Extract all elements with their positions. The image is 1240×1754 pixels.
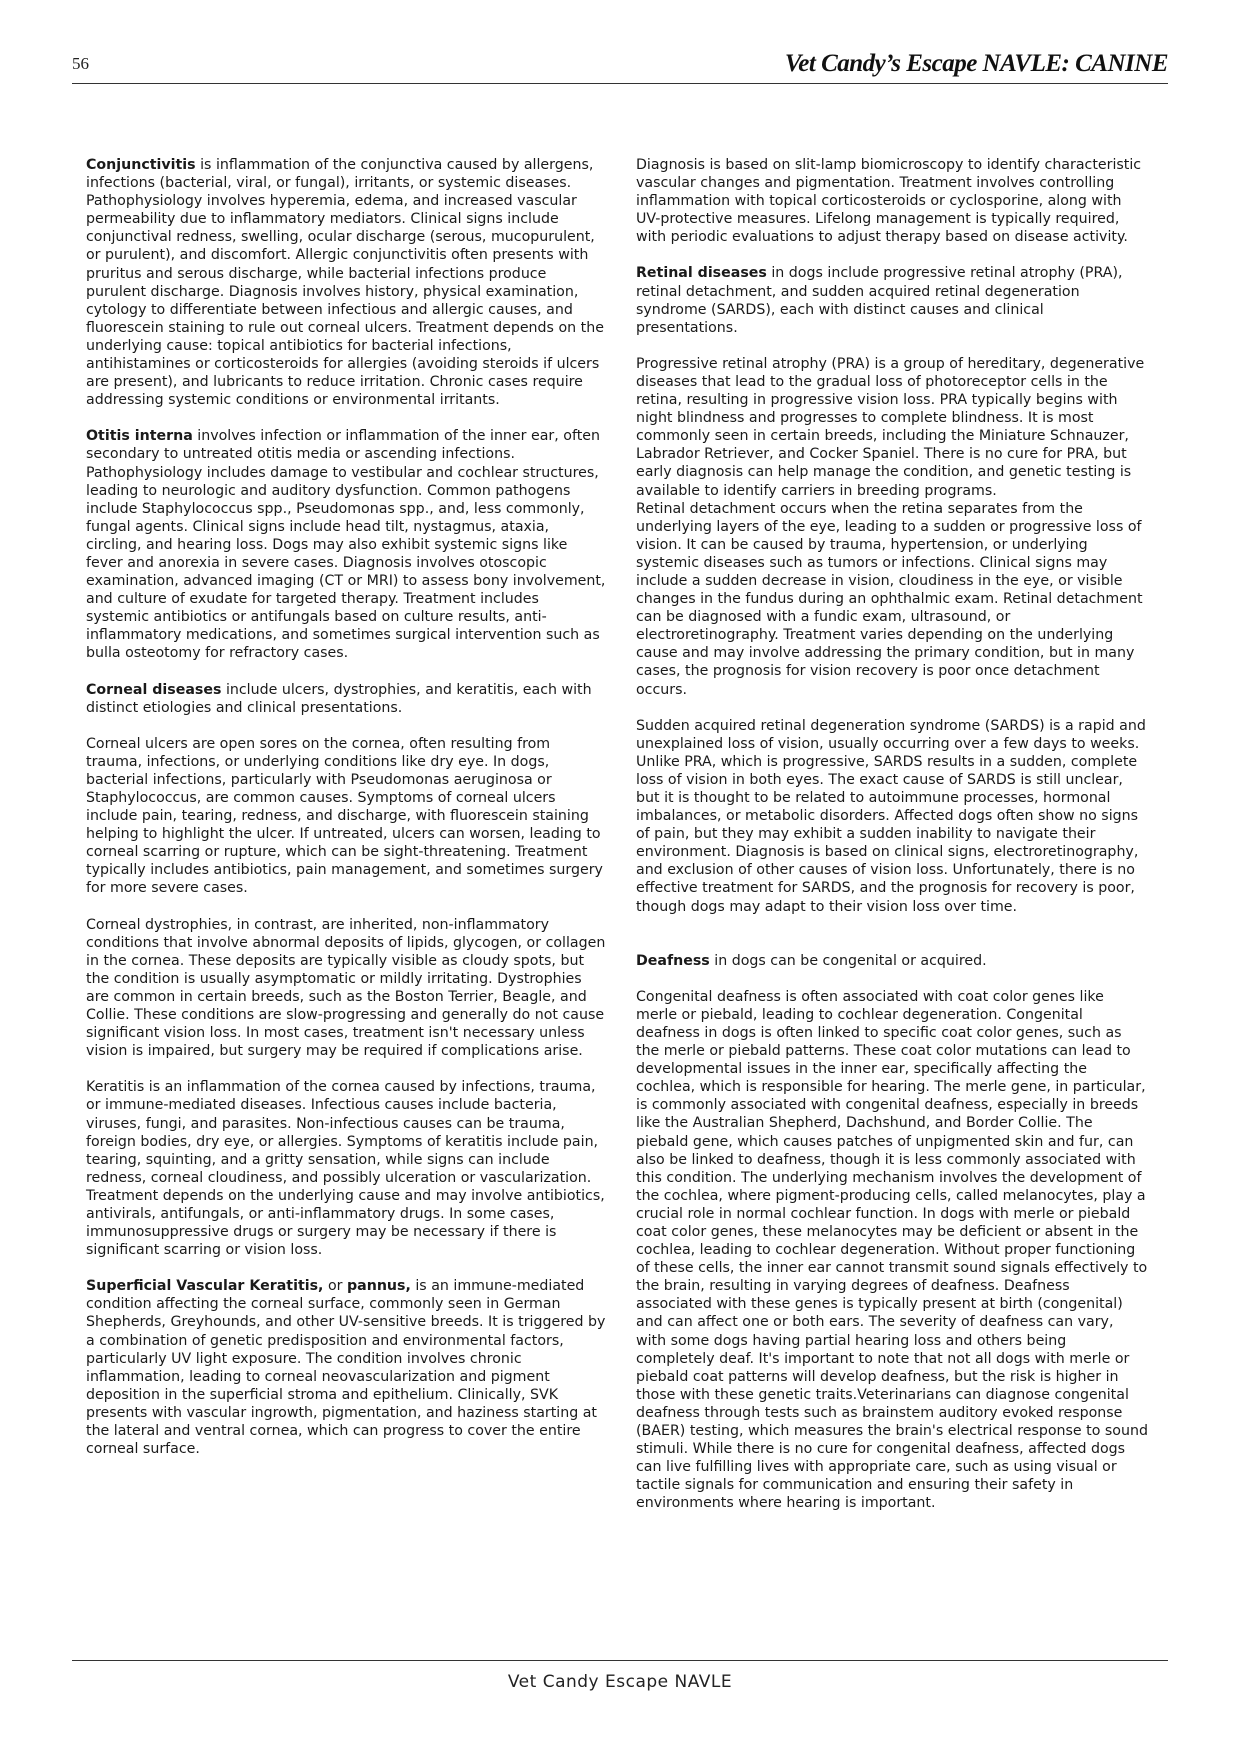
svk-connector: or [323, 1278, 347, 1295]
deafness-text: in dogs can be congenital or acquired. [709, 952, 987, 969]
conjunctivitis-text: is inflammation of the conjunctiva caused by allergens, infections (bacterial, viral, or fungal), irritants, or systemic diseases. Pathophysiology involves hyperemia, edema, and increased vascular permeability due to inflammatory mediators. Clinical signs include conjunctival redness, swelling, ocular discharge (serous, mucopurulent, or purulent), and discomfort. Allergic conjunctivitis often presents with pruritus and serous discharge, while bacterial infections produce purulent discharge. Diagnosis involves history, physical examination, cytology to differentiate between infectious and allergic causes, and fluorescein staining to rule out corneal ulcers. Treatment depends on the underlying cause: topical antibiotics for bacterial infections, antihistamines or corticosteroids for allergies (avoiding steroids if ulcers are present), and lubricants to reduce irritation. Chronic cases require addressing systemic conditions or environmental irritants. [86, 157, 604, 409]
retinal-diseases-paragraph [636, 264, 1148, 336]
page-number: 56 [72, 54, 89, 73]
svk-paragraph [86, 1277, 606, 1458]
deafness-paragraph [636, 952, 1148, 970]
otitis-interna-paragraph [86, 427, 606, 662]
retinal-diseases-term: Retinal diseases [636, 265, 767, 282]
page-footer: Vet Candy Escape NAVLE [507, 1672, 733, 1692]
svk-term: Superficial Vascular Keratitis, [86, 1278, 324, 1295]
deafness-term: Deafness [636, 952, 710, 969]
congenital-deafness-paragraph: Congenital deafness is often associated with coat color genes like merle or piebald, leading to cochlear degeneration. Congenital deafness in dogs is often linked to specific coat color genes, such as the merle or piebald patterns. These coat color mutations can lead to developmental issues in the inner ear, specifically affecting the cochlea, which is responsible for hearing. The merle gene, in particular, is commonly associated with congenital deafness, especially in breeds like the Australian Shepherd, Dachshund, and Border Collie. The piebald gene, which causes patches of unpigmented skin and fur, can also be linked to deafness, though it is less commonly associated with this condition. The underlying mechanism involves the development of the cochlea, where pigment-producing cells, called melanocytes, play a crucial role in normal cochlear function. In dogs with merle or piebald coat color genes, these melanocytes may be deficient or absent in the cochlea, leading to cochlear degeneration. Without proper functioning of these cells, the inner ear cannot transmit sound signals effectively to the brain, resulting in varying degrees of deafness. Deafness associated with these genes is typically present at birth (congenital) and can affect one or both ears. The severity of deafness can vary, with some dogs having partial hearing loss and others being completely deaf. It's important to note that not all dogs with merle or piebald coat patterns will develop deafness, but the risk is higher in those with these genetic traits.Veterinarians can diagnose congenital deafness through tests such as brainstem auditory evoked response (BAER) testing, which measures the brain's electrical response to sound stimuli. While there is no cure for congenital deafness, affected dogs can live fulfilling lives with appropriate care, such as using visual or tactile signals for communication and ensuring their safety in environments where hearing is important. [636, 988, 1148, 1512]
corneal-diseases-term: Corneal diseases [86, 681, 222, 698]
conjunctivitis-term: Conjunctivitis [86, 157, 196, 173]
corneal-dystrophies-paragraph: Corneal dystrophies, in contrast, are inherited, non-inflammatory conditions that involve abnormal deposits of lipids, glycogen, or collagen in the cornea. These deposits are typically visible as cloudy spots, but the condition is usually asymptomatic or mildly irritating. Dystrophies are common in certain breeds, such as the Boston Terrier, Beagle, and Collie. These conditions are slow-progressing and generally do not cause significant vision loss. In most cases, treatment isn't necessary unless vision is impaired, but surgery may be required if complications arise. [86, 916, 606, 1060]
pannus-term: pannus, [346, 1278, 411, 1295]
conjunctivitis-paragraph [86, 156, 606, 409]
otitis-interna-text: involves infection or inflammation of the inner ear, often secondary to untreated otitis media or ascending infections. Pathophysiology includes damage to vestibular and cochlear structures, leading to neurologic and auditory dysfunction. Common pathogens include Staphylococcus spp., Pseudomonas spp., and, less commonly, fungal agents. Clinical signs include head tilt, nystagmus, ataxia, circling, and hearing loss. Dogs may also exhibit systemic signs like fever and anorexia in severe cases. Diagnosis involves otoscopic examination, advanced imaging (CT or MRI) to assess bony involvement, and culture of exudate for targeted therapy. Treatment includes systemic antibiotics or antifungals based on culture results, anti-inflammatory medications, and sometimes surgical intervention such as bulla osteotomy for refractory cases. [86, 428, 606, 662]
left-column [86, 156, 606, 1458]
retinal-detachment-paragraph: Retinal detachment occurs when the retina separates from the underlying layers of the eye, leading to a sudden or progressive loss of vision. It can be caused by trauma, hypertension, or underlying systemic diseases such as tumors or infections. Clinical signs may include a sudden decrease in vision, cloudiness in the eye, or visible changes in the fundus during an ophthalmic exam. Retinal detachment can be diagnosed with a fundic exam, ultrasound, or electroretinography. Treatment varies depending on the underlying cause and may involve addressing the primary condition, but in many cases, the prognosis for vision recovery is poor once detachment occurs. [636, 500, 1143, 698]
corneal-ulcers-paragraph: Corneal ulcers are open sores on the cornea, often resulting from trauma, infections, or underlying conditions like dry eye. In dogs, bacterial infections, particularly with Pseudomonas aeruginosa or Staphylococcus, are common causes. Symptoms of corneal ulcers include pain, tearing, redness, and discharge, with fluorescein staining helping to highlight the ulcer. If untreated, ulcers can worsen, leading to corneal scarring or rupture, which can be sight-threatening. Treatment typically includes antibiotics, pain management, and sometimes surgery for more severe cases. [86, 735, 603, 897]
page-header [72, 50, 1168, 84]
keratitis-paragraph: Keratitis is an inflammation of the cornea caused by infections, trauma, or immune-mediated diseases. Infectious causes include bacteria, viruses, fungi, and parasites. Non-infectious causes can be trauma, foreign bodies, dry eye, or allergies. Symptoms of keratitis include pain, tearing, squinting, and a gritty sensation, while signs can include redness, corneal cloudiness, and possibly ulceration or vascularization. Treatment depends on the underlying cause and may involve antibiotics, antivirals, antifungals, or anti-inflammatory drugs. In some cases, immunosuppressive drugs or surgery may be necessary if there is significant scarring or vision loss. [86, 1079, 605, 1259]
retinal-diseases-text: in dogs include progressive retinal atrophy (PRA), retinal detachment, and sudden acquired retinal degeneration syndrome (SARDS), each with distinct causes and clinical presentations. [636, 265, 1123, 336]
corneal-diseases-text: include ulcers, dystrophies, and keratitis, each with distinct etiologies and clinical presentations. [86, 681, 592, 716]
book-title: Vet Candy’s Escape NAVLE: CANINE [784, 50, 1168, 77]
svk-text: is an immune-mediated condition affecting the corneal surface, commonly seen in German Shepherds, Greyhounds, and other UV-sensitive breeds. It is triggered by a combination of genetic predisposition and environmental factors, particularly UV light exposure. The condition involves chronic inflammation, leading to corneal neovascularization and pigment deposition in the superficial stroma and epithelium. Clinically, SVK presents with vascular ingrowth, pigmentation, and haziness starting at the lateral and ventral cornea, which can progress to cover the entire corneal surface. [86, 1278, 606, 1458]
right-column [636, 156, 1148, 1512]
footer-rule [72, 1660, 1168, 1661]
otitis-interna-term: Otitis interna [86, 428, 193, 445]
header-rule [72, 83, 1168, 84]
corneal-diseases-paragraph [86, 681, 606, 717]
svk-continued-paragraph: Diagnosis is based on slit-lamp biomicroscopy to identify characteristic vascular changes and pigmentation. Treatment involves controlling inflammation with topical corticosteroids or cyclosporine, along with UV-protective measures. Lifelong management is typically required, with periodic evaluations to adjust therapy based on disease activity. [636, 157, 1142, 246]
pra-paragraph: Progressive retinal atrophy (PRA) is a group of hereditary, degenerative diseases that lead to the gradual loss of photoreceptor cells in the retina, resulting in progressive vision loss. PRA typically begins with night blindness and progresses to complete blindness. It is most commonly seen in certain breeds, including the Miniature Schnauzer, Labrador Retriever, and Cocker Spaniel. There is no cure for PRA, but early diagnosis can help manage the condition, and genetic testing is available to identify carriers in breeding programs. [636, 355, 1145, 499]
sards-paragraph: Sudden acquired retinal degeneration syndrome (SARDS) is a rapid and unexplained loss of vision, usually occurring over a few days to weeks. Unlike PRA, which is progressive, SARDS results in a sudden, complete loss of vision in both eyes. The exact cause of SARDS is still unclear, but it is thought to be related to autoimmune processes, hormonal imbalances, or metabolic disorders. Affected dogs often show no signs of pain, but they may exhibit a sudden inability to navigate their environment. Diagnosis is based on clinical signs, electroretinography, and exclusion of other causes of vision loss. Unfortunately, there is no effective treatment for SARDS, and the prognosis for recovery is poor, though dogs may adapt to their vision loss over time. [636, 717, 1146, 915]
